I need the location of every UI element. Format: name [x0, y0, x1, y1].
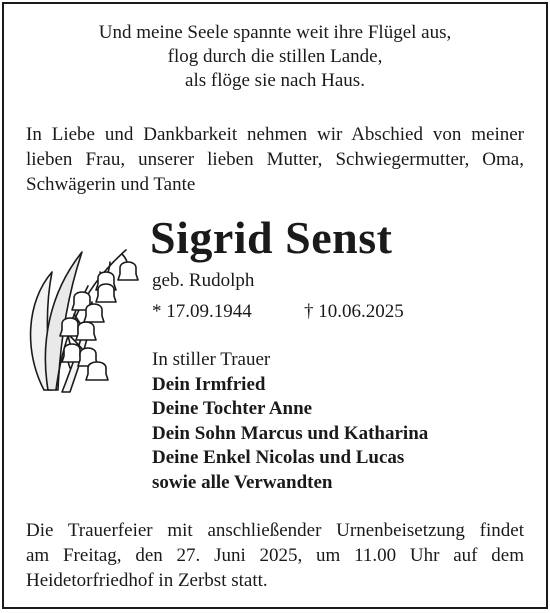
mourners-block — [152, 348, 428, 495]
lily-of-the-valley-icon — [22, 232, 152, 402]
funeral-line-1: Die Trauerfeier mit anschließender Urnenbeisetzung findet — [26, 520, 524, 541]
maiden-name: geb. Rudolph — [152, 270, 255, 291]
funeral-info — [26, 518, 524, 593]
poem-line-3: als flöge sie nach Haus. — [185, 70, 365, 91]
death-date: † 10.06.2025 — [304, 301, 404, 322]
intro-text — [26, 122, 524, 197]
mourners-heading: In stiller Trauer — [152, 349, 271, 370]
funeral-line-3: Heidetorfriedhof in Zerbst statt. — [26, 570, 268, 591]
mourner-line: Dein Irmfried — [152, 373, 266, 395]
poem-line-1: Und meine Seele spannte weit ihre Flügel aus, — [98, 22, 452, 43]
poem-line-2: flog durch die stillen Lande, — [167, 46, 383, 67]
mourner-line: Deine Enkel Nicolas und Lucas — [152, 447, 405, 468]
intro-line-2: lieben Frau, unserer lieben Mutter, Schwiegermutter, Oma, — [26, 149, 524, 170]
mourner-line: sowie alle Verwandten — [152, 471, 333, 493]
mourner-line: Dein Sohn Marcus und Katharina — [152, 422, 429, 444]
poem — [4, 21, 546, 93]
obituary-notice — [2, 2, 548, 609]
birth-date: * 17.09.1944 — [152, 301, 252, 322]
funeral-line-2: am Freitag, den 27. Juni 2025, um 11.00 Uhr auf dem — [26, 545, 524, 566]
mourner-line: Deine Tochter Anne — [152, 398, 313, 419]
deceased-name: Sigrid Senst — [150, 212, 393, 263]
intro-line-1: In Liebe und Dankbarkeit nehmen wir Abschied von meiner — [26, 124, 524, 145]
intro-line-3: Schwägerin und Tante — [26, 174, 196, 195]
